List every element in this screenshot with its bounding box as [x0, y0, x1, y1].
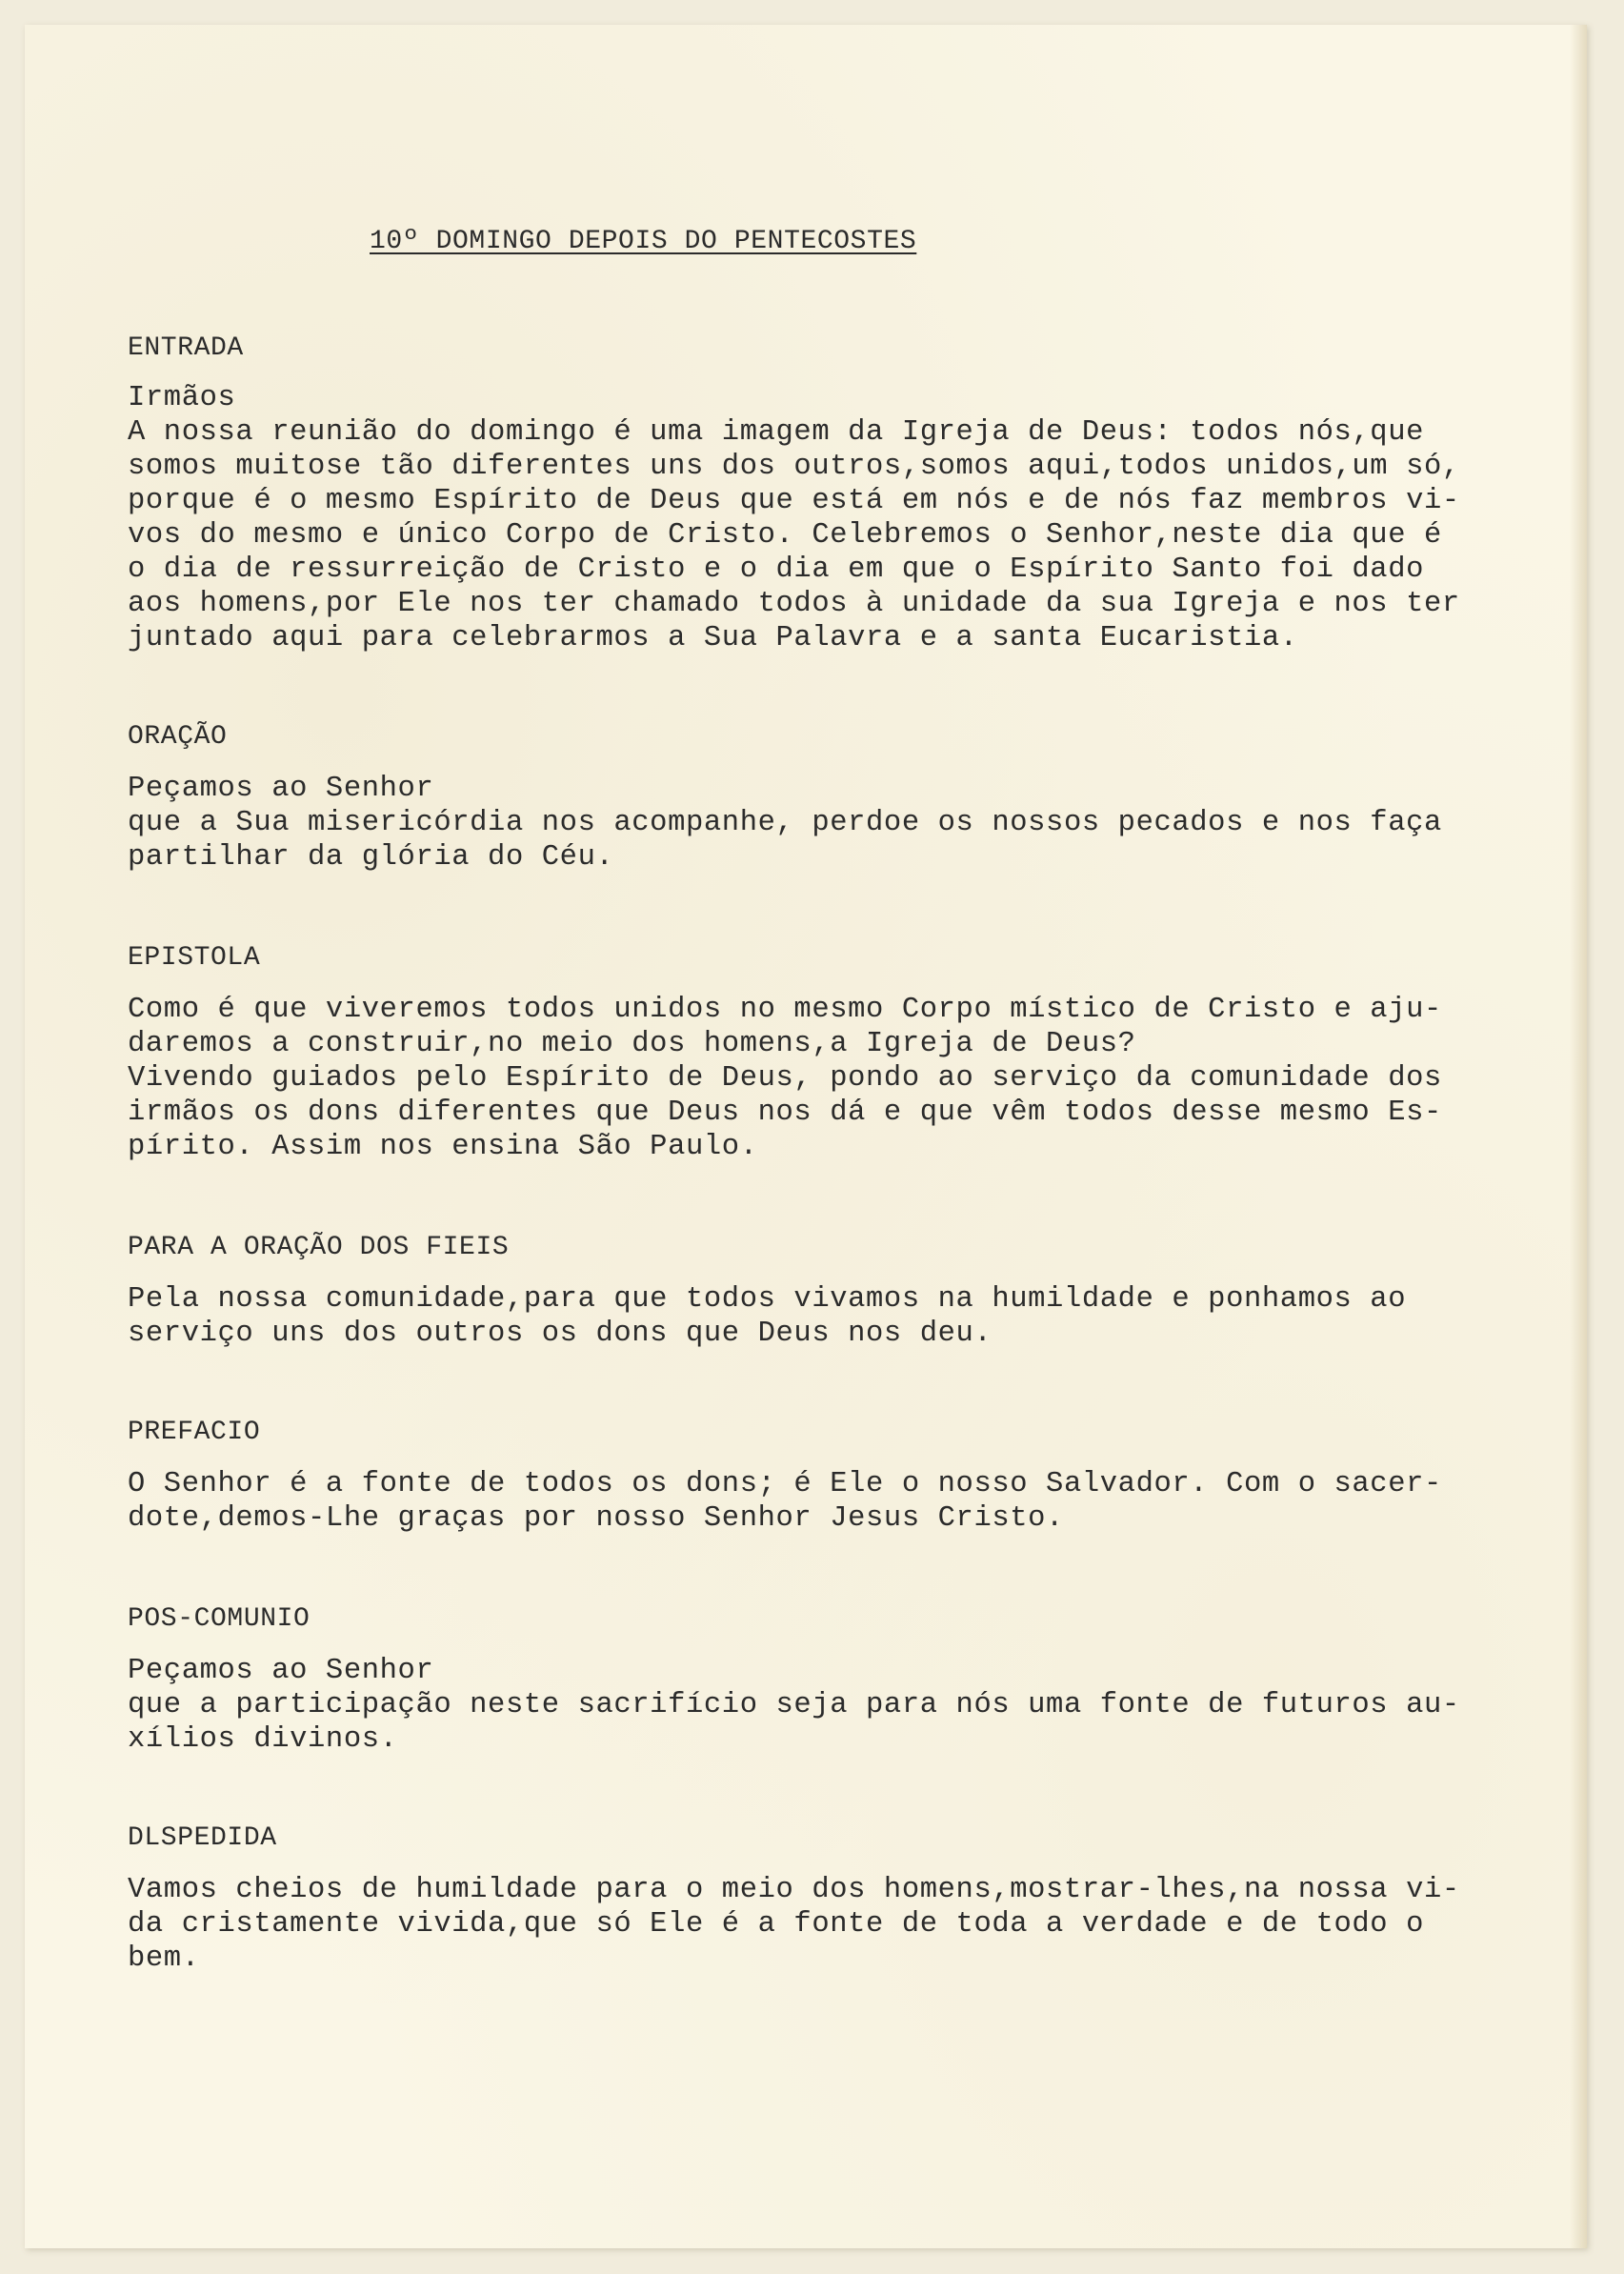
- oracao-line-3: partilhar da glória do Céu.: [128, 841, 614, 874]
- pos-comunio-line-1: Peçamos ao Senhor: [128, 1655, 434, 1687]
- heading-prefacio: PREFACIO: [128, 1418, 261, 1447]
- heading-epistola: EPISTOLA: [128, 943, 261, 973]
- heading-oracao-dos-fieis: PARA A ORAÇÃO DOS FIEIS: [128, 1233, 510, 1262]
- prefacio-line-2: dote,demos-Lhe graças por nosso Senhor Jesus Cristo.: [128, 1502, 1064, 1535]
- heading-pos-comunio: POS-COMUNIO: [128, 1604, 311, 1634]
- heading-oracao: ORAÇÃO: [128, 722, 228, 752]
- despedida-line-2: da cristamente vivida,que só Ele é a fonte de toda a verdade e de todo o: [128, 1908, 1425, 1941]
- oracao-line-2: que a Sua misericórdia nos acompanhe, perdoe os nossos pecados e nos faça: [128, 807, 1442, 839]
- fieis-line-2: serviço uns dos outros os dons que Deus nos deu.: [128, 1318, 992, 1350]
- epistola-line-5: pírito. Assim nos ensina São Paulo.: [128, 1131, 758, 1163]
- torn-corner: [1395, 0, 1624, 25]
- heading-despedida: DLSPEDIDA: [128, 1823, 277, 1853]
- pos-comunio-line-2: que a participação neste sacrifício seja para nós uma fonte de futuros au-: [128, 1689, 1460, 1721]
- entrada-line-5: vos do mesmo e único Corpo de Cristo. Celebremos o Senhor,neste dia que é: [128, 519, 1442, 552]
- entrada-line-8: juntado aqui para celebrarmos a Sua Palavra e a santa Eucaristia.: [128, 622, 1298, 654]
- entrada-line-1: Irmãos: [128, 382, 236, 414]
- fieis-line-1: Pela nossa comunidade,para que todos vivamos na humildade e ponhamos ao: [128, 1283, 1407, 1316]
- entrada-line-2: A nossa reunião do domingo é uma imagem da Igreja de Deus: todos nós,que: [128, 416, 1425, 449]
- epistola-line-4: irmãos os dons diferentes que Deus nos dá e que vêm todos desse mesmo Es-: [128, 1097, 1442, 1129]
- epistola-line-1: Como é que viveremos todos unidos no mesmo Corpo místico de Cristo e aju-: [128, 994, 1442, 1026]
- despedida-line-3: bem.: [128, 1942, 200, 1975]
- document-title: 10º DOMINGO DEPOIS DO PENTECOSTES: [370, 227, 917, 256]
- prefacio-line-1: O Senhor é a fonte de todos os dons; é Ele o nosso Salvador. Com o sacer-: [128, 1468, 1442, 1500]
- pos-comunio-line-3: xílios divinos.: [128, 1723, 398, 1756]
- epistola-line-3: Vivendo guiados pelo Espírito de Deus, pondo ao serviço da comunidade dos: [128, 1062, 1442, 1095]
- oracao-line-1: Peçamos ao Senhor: [128, 773, 434, 805]
- entrada-line-4: porque é o mesmo Espírito de Deus que está em nós e de nós faz membros vi-: [128, 485, 1460, 517]
- entrada-line-7: aos homens,por Ele nos ter chamado todos à unidade da sua Igreja e nos ter: [128, 588, 1460, 620]
- despedida-line-1: Vamos cheios de humildade para o meio dos homens,mostrar-lhes,na nossa vi-: [128, 1874, 1460, 1906]
- heading-entrada: ENTRADA: [128, 333, 244, 363]
- entrada-line-6: o dia de ressurreição de Cristo e o dia em que o Espírito Santo foi dado: [128, 553, 1425, 586]
- epistola-line-2: daremos a construir,no meio dos homens,a Igreja de Deus?: [128, 1028, 1136, 1060]
- entrada-line-3: somos muitose tão diferentes uns dos outros,somos aqui,todos unidos,um só,: [128, 451, 1460, 483]
